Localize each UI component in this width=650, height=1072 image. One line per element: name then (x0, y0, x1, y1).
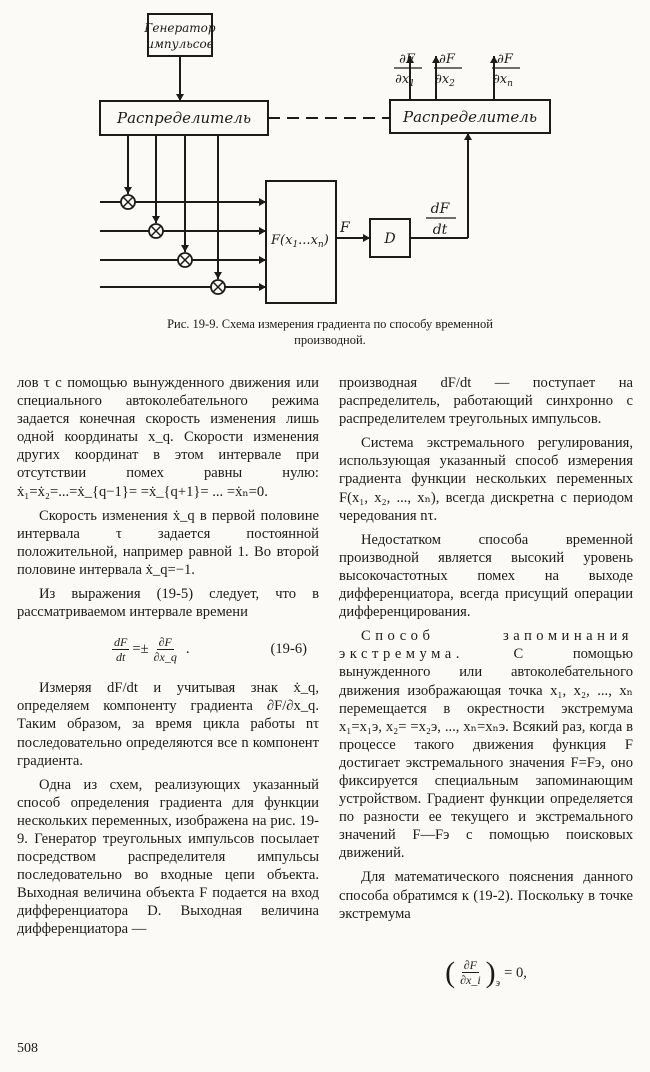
formula-lhs-numerator: dF (114, 634, 128, 649)
left-text-column (17, 374, 319, 945)
page-number: 508 (17, 1041, 38, 1056)
generator-label-line1: Генератор (144, 21, 216, 35)
formula2-numerator: ∂F (463, 958, 477, 973)
paragraph: Для математического пояснения данного способа обратимся к (19-2). Поскольку в точке экстремума (339, 869, 633, 922)
svg-text:∂x1: $\partial x_1$ (395, 72, 415, 89)
formula-rhs-denominator: ∂x_q (153, 649, 177, 664)
extremum-condition-formula: ( $\frac{\partial F}{\partial x\_i}$ ) э = 0, (339, 945, 633, 1001)
svg-text:∂xn: $\partial x_n$ (493, 72, 513, 89)
formula2-denominator: ∂x_i (460, 973, 481, 988)
paragraph: Одна из схем, реализующих указанный способ определения градиента для функции нескольких переменных, изображена на рис. 19-9. Генератор треугольных импульсов посылает посредством распределителя импульсы последовательно во входные цепи объекта. Выходная величина объекта F подается на вход дифференциатора D. Выходная величина дифференциатора — (17, 776, 319, 938)
paragraph: Система экстремального регулирования, использующая указанный способ измерения градиента функции нескольких переменных F(x₁, x₂, ..., xₙ), всегда дискретна с периодом чередования nτ. (339, 435, 633, 524)
multiplier-2 (149, 224, 163, 238)
dfdt-denominator: dt (432, 222, 448, 238)
svg-text:∂F: ∂F (497, 52, 513, 67)
formula-period: . (185, 641, 190, 658)
formula2-subscript: э (495, 977, 501, 989)
paragraph: Из выражения (19-5) следует, что в рассматриваемом интервале времени (17, 586, 319, 621)
svg-text:∂F: ∂F (399, 52, 415, 67)
differentiator-label: D (384, 231, 396, 247)
object-function-label: $F(x_1...x_n)$ (271, 233, 329, 250)
output-df-dx2 (434, 52, 462, 89)
equation-19-6 (17, 627, 319, 671)
output-df-dx1 (394, 52, 422, 89)
section-heading: Способ запоминания экстремума. (339, 628, 633, 663)
paragraph-body: С помощью вынужденного или автоколебательного движения изображающая точка x₁, x₂, ..., xₙ перемещается в окрестности экстремума x₁=x₁э, x₂= =x₂э, ..., xₙ=xₙэ. Всякий раз, когда в процессе такого движения функция F достигает экстремального значения F=Fэ, оно фиксируется специальным запоминающим устройством. Градиент функции определяется по разности ее текущего и экстремального значений F—Fэ с помощью поисковых движений. (339, 646, 633, 862)
paragraph: Измеряя dF/dt и учитывая знак ẋ_q, определяем компоненту градиента ∂F/∂x_q. Таким образом, за время цикла работы nτ последовательно определяются все n компонент градиента. (17, 680, 319, 769)
paragraph: лов τ с помощью вынужденного движения или специального автоколебательного режима задается конечная скорость изменения лишь одной координаты x_q. Скорости изменения других координат в этом интервале при отсутствии помех равны нулю: ẋ₁=ẋ₂=...=ẋ_{q−1}= =ẋ_{q+1}= ... =ẋₙ=0. (17, 375, 319, 500)
formula2-rhs: = 0, (504, 964, 527, 981)
formula-plus-minus: =± (132, 641, 149, 658)
equation-number: (19-6) (270, 641, 307, 658)
dfdt-numerator: dF (430, 201, 450, 217)
generator-label-line2: импульсов (146, 37, 214, 51)
svg-text:∂x2: $\partial x_2$ (435, 72, 455, 89)
output-df-dxn (492, 52, 520, 89)
distributor-right-label: Распределитель (403, 108, 537, 126)
gradient-measurement-diagram (0, 0, 650, 312)
formula-rhs-numerator: ∂F (158, 634, 172, 649)
figure-caption (60, 316, 600, 348)
distributor-left-label: Распределитель (117, 109, 251, 127)
multiplier-1 (121, 195, 135, 209)
multiplier-4 (211, 280, 225, 294)
right-text-column (339, 374, 633, 1001)
caption-line-1: Рис. 19-9. Схема измерения градиента по способу временной (167, 317, 493, 331)
paragraph: Недостатком способа временной производной является высокий уровень высокочастотных помех на выходе дифференциатора, всегда присущий операции дифференцирования. (339, 531, 633, 621)
paragraph: Скорость изменения ẋ_q в первой половине интервала τ задается постоянной положительной, например равной 1. Во второй половине интервала ẋ_q=−1. (17, 507, 319, 578)
paragraph: производная dF/dt — поступает на распределитель, работающий синхронно с распределителем треугольных импульсов. (339, 375, 633, 428)
f-output-label: F (340, 220, 350, 236)
paragraph (339, 627, 633, 862)
svg-text:∂F: ∂F (439, 52, 455, 67)
multiplier-3 (178, 253, 192, 267)
formula-lhs-denominator: dt (116, 649, 126, 664)
caption-line-2: производной. (294, 333, 366, 347)
